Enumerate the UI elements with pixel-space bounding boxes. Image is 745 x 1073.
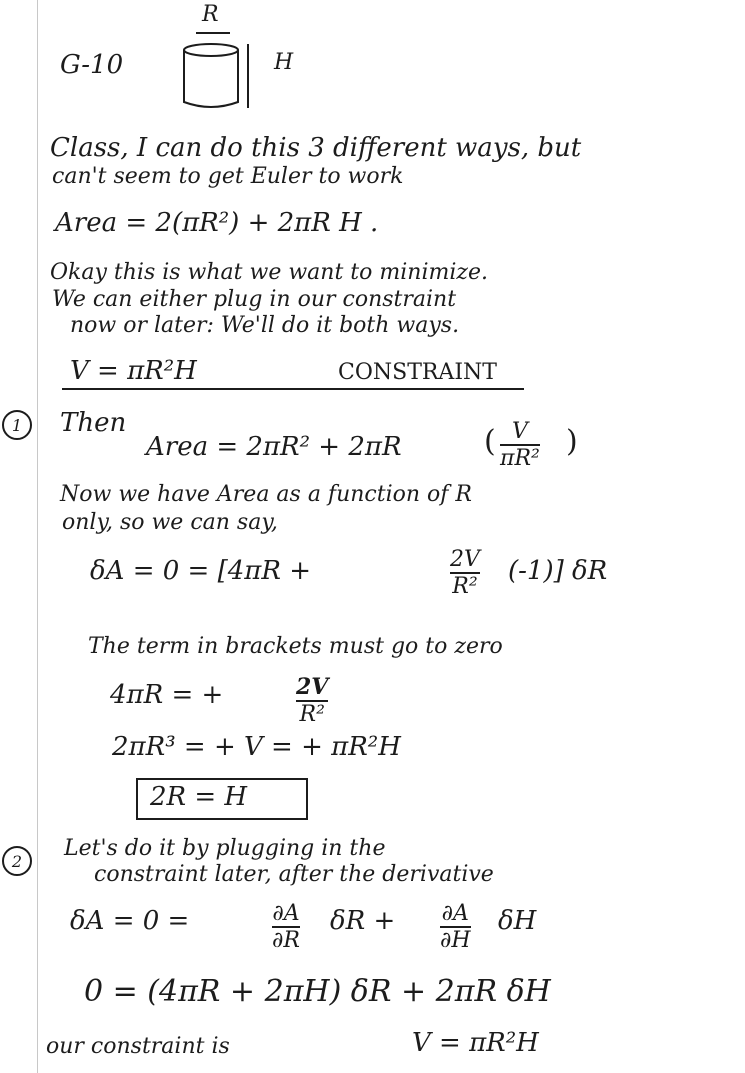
constraint-equation: V = πR²H [70, 356, 197, 386]
method2-zero-eq: 0 = (4πR + 2πH) δR + 2πR δH [84, 974, 551, 1009]
cylinder-sketch [176, 36, 256, 116]
radius-label: R [202, 2, 219, 27]
method1-term-line: The term in brackets must go to zero [88, 634, 503, 659]
area-equation: Area = 2(πR²) + 2πR H . [55, 208, 379, 238]
method2-pd1-after: δR + [330, 906, 396, 936]
radius-underline [196, 32, 230, 34]
height-label: H [274, 50, 294, 75]
area-frac-num: V [511, 419, 528, 444]
objective-line2: We can either plug in our constraint [52, 287, 457, 312]
method2-final-left: our constraint is [46, 1034, 230, 1059]
method1-result: 2R = H [150, 782, 248, 812]
method1-now-line1: Now we have Area as a function of R [60, 482, 472, 507]
method1-delta-lhs: δA = 0 = [4πR + [90, 556, 311, 586]
objective-line1: Okay this is what we want to minimize. [50, 260, 488, 285]
method1-area-fraction [500, 420, 540, 470]
pd1-num: ∂A [272, 901, 300, 926]
method1-delta-rhs: (-1)] δR [508, 556, 608, 586]
method1-area-lhs: Area = 2πR² + 2πR [146, 432, 402, 462]
method1-eq2: 2πR³ = + V = + πR²H [112, 732, 401, 762]
method2-marker: 2 [2, 846, 32, 876]
area-paren-close: ) [566, 424, 578, 459]
method2-pd2-after: δH [498, 906, 537, 936]
eq1-frac-den: R² [299, 702, 325, 728]
margin-line [37, 0, 38, 1073]
delta-frac-num: 2V [450, 547, 480, 572]
method1-now-line2: only, so we can say, [62, 510, 278, 535]
area-frac-den: πR² [500, 446, 540, 472]
delta-frac-den: R² [452, 574, 478, 600]
constraint-underline [62, 388, 524, 390]
method2-delta-lhs: δA = 0 = [70, 906, 190, 936]
method2-final-eq: V = πR²H [412, 1028, 539, 1058]
constraint-label: CONSTRAINT [338, 360, 497, 385]
pd2-num: ∂A [441, 901, 469, 926]
method2-line2: constraint later, after the derivative [94, 862, 494, 887]
method2-pd1-fraction [272, 902, 300, 952]
pd2-den: ∂H [440, 928, 471, 954]
intro-line1: Class, I can do this 3 different ways, but [50, 133, 582, 163]
intro-line2: can't seem to get Euler to work [52, 164, 404, 189]
method2-line1: Let's do it by plugging in the [64, 836, 386, 861]
problem-id: G-10 [60, 50, 124, 80]
area-paren-open: ( [484, 424, 496, 459]
method1-eq1-fraction [296, 676, 328, 726]
method2-pd2-fraction [440, 902, 471, 952]
method1-then: Then [60, 408, 127, 438]
method1-delta-fraction [450, 548, 480, 598]
objective-line3: now or later: We'll do it both ways. [70, 313, 460, 338]
method1-eq1-lhs: 4πR = + [110, 680, 224, 710]
pd1-den: ∂R [272, 928, 300, 954]
eq1-frac-num: 2V [296, 674, 329, 700]
method1-marker: 1 [2, 410, 32, 440]
